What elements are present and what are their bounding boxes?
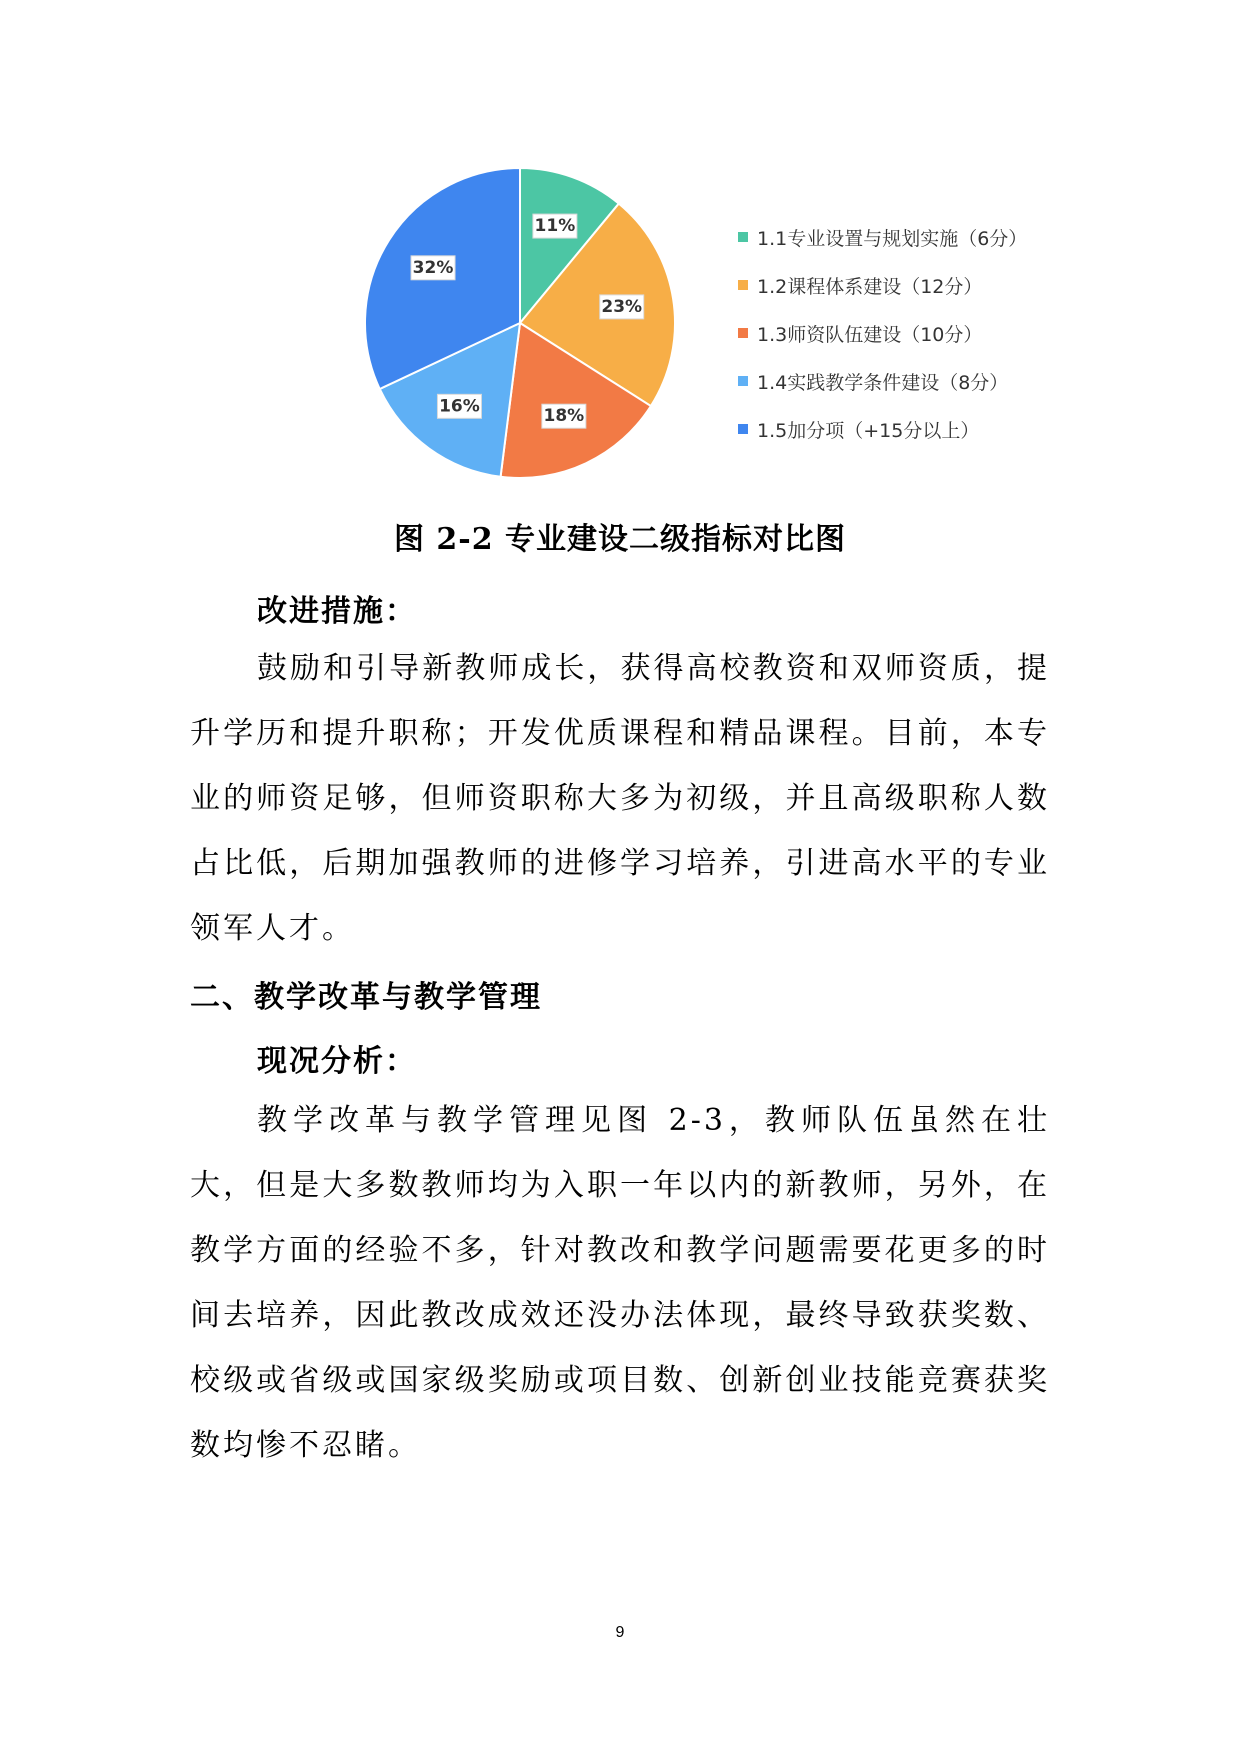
legend-label: 1.2课程体系建设（12分）	[757, 275, 983, 298]
section-heading-analysis: 现况分析：	[257, 1044, 417, 1079]
legend-swatch	[738, 328, 748, 338]
legend-swatch	[738, 424, 748, 434]
legend-item-2	[738, 261, 1027, 309]
legend-item-1	[738, 213, 1027, 261]
pie-label-text: 32%	[412, 257, 454, 278]
legend-item-3	[738, 309, 1027, 357]
legend-item-4	[738, 357, 1027, 405]
paragraph-improvement: 鼓励和引导新教师成长，获得高校教资和双师资质，提升学历和提升职称；开发优质课程和精品课程。目前，本专业的师资足够，但师资职称大多为初级，并且高级职称人数占比低，后期加强教师的进修学习培养，引进高水平的专业领军人才。	[190, 651, 1050, 946]
legend-label: 1.5加分项（+15分以上）	[757, 419, 980, 442]
section-title-teaching-reform: 二、教学改革与教学管理	[190, 980, 542, 1015]
pie-label-text: 16%	[439, 396, 480, 417]
legend-label: 1.4实践教学条件建设（8分）	[757, 371, 1009, 394]
pie-label-text: 11%	[534, 216, 576, 237]
chart-legend	[738, 213, 1027, 453]
paragraph-analysis: 教学改革与教学管理见图 2-3，教师队伍虽然在壮大，但是大多数教师均为入职一年以内的新教师，另外，在教学方面的经验不多，针对教改和教学问题需要花更多的时间去培养，因此教改成效还没办法体现，最终导致获奖数、校级或省级或国家级奖励或项目数、创新创业技能竞赛获奖数均惨不忍睹。	[190, 1103, 1050, 1463]
pie-label-4	[437, 394, 481, 418]
legend-swatch	[738, 376, 748, 386]
pie-label-text: 23%	[601, 296, 643, 317]
pie-label-3	[542, 404, 586, 428]
pie-label-1	[533, 214, 577, 238]
section-heading-improvement: 改进措施：	[257, 594, 417, 629]
figure-caption: 图 2-2 专业建设二级指标对比图	[393, 522, 847, 557]
legend-label: 1.1专业设置与规划实施（6分）	[757, 227, 1028, 250]
legend-label: 1.3师资队伍建设（10分）	[757, 323, 983, 346]
legend-swatch	[738, 232, 748, 242]
page-number: 9	[615, 1624, 625, 1641]
pie-label-2	[600, 295, 644, 319]
pie-chart	[365, 168, 685, 488]
pie-label-text: 18%	[543, 406, 585, 427]
pie-label-5	[411, 256, 455, 280]
legend-swatch	[738, 280, 748, 290]
legend-item-5	[738, 405, 1027, 453]
